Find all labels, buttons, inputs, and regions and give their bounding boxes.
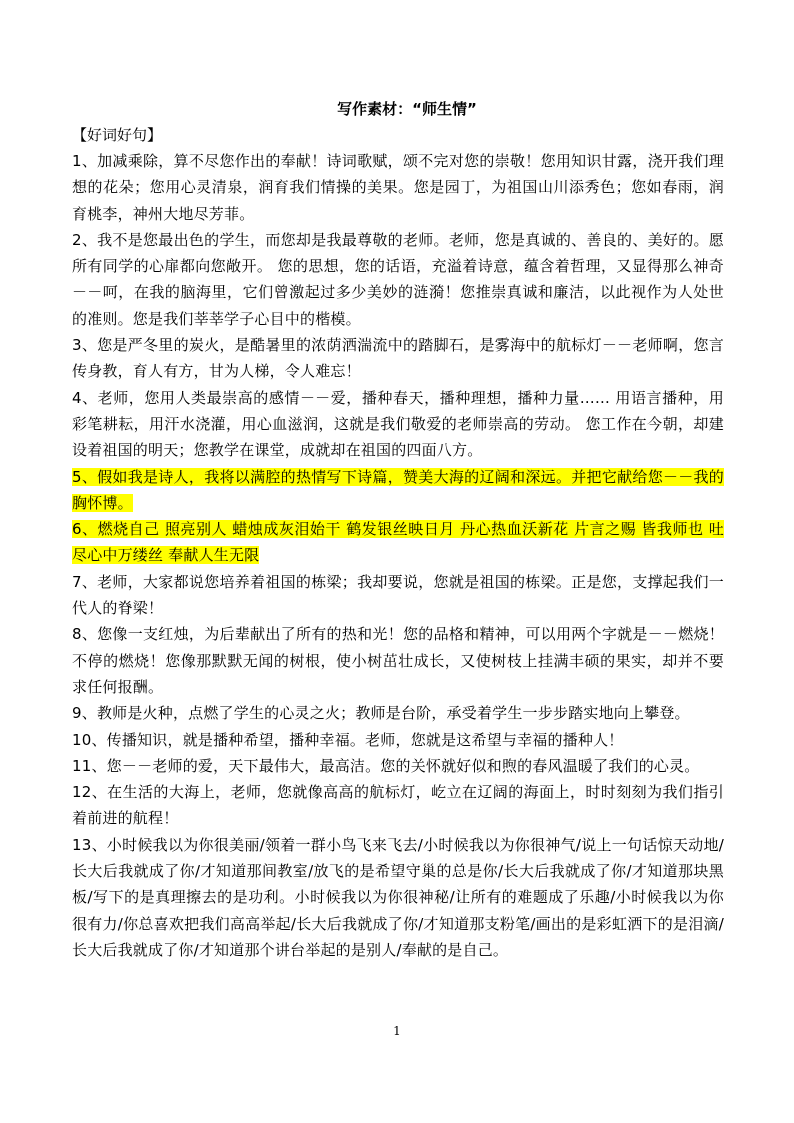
paragraph-13 <box>72 832 724 963</box>
paragraph-7-text: 7、老师，大家都说您培养着祖国的栋梁；我却要说，您就是祖国的栋梁。正是您，支撑起我们一代人的脊梁！ <box>72 572 724 618</box>
paragraph-10 <box>72 727 724 753</box>
paragraph-4 <box>72 385 724 464</box>
paragraph-6-text: 6、燃烧自己 照亮别人 蜡烛成灰泪始干 鹤发银丝映日月 丹心热血沃新花 片言之赐 皆我师也 吐尽心中万缕丝 奉献人生无限 <box>72 520 724 565</box>
paragraph-5-highlighted <box>72 464 724 517</box>
paragraph-2-text: 2、我不是您最出色的学生，而您却是我最尊敬的老师。老师，您是真诚的、善良的、美好的。愿所有同学的心扉都向您敞开。 您的思想，您的话语，充溢着诗意，蕴含着哲理，又显得那么神奇－－呵，在我的脑海里，它们曾激起过多少美妙的涟漪！您推崇真诚和廉洁，以此视作为人处世的准则。您是我们莘莘学子心目中的楷模。 <box>72 230 724 328</box>
document-body <box>72 96 724 963</box>
paragraph-3-text: 3、您是严冬里的炭火，是酷暑里的浓荫洒湍流中的踏脚石，是雾海中的航标灯－－老师啊，您言传身教，育人有方，甘为人梯，令人难忘！ <box>72 336 724 381</box>
paragraph-11 <box>72 753 724 779</box>
paragraph-10-text: 10、传播知识，就是播种希望，播种幸福。老师，您就是这希望与幸福的播种人！ <box>72 730 624 749</box>
paragraph-12 <box>72 779 724 832</box>
paragraph-8-text: 8、您像一支红烛，为后辈献出了所有的热和光！您的品格和精神，可以用两个字就是－－燃烧！不停的燃烧！您像那默默无闻的树根，使小树茁壮成长，又使树枝上挂满丰硕的果实，却并不要求任何报酬。 <box>72 625 724 696</box>
paragraph-11-text: 11、您－－老师的爱，天下最伟大，最高洁。您的关怀就好似和煦的春风温暖了我们的心灵。 <box>72 756 700 775</box>
paragraph-4-text: 4、老师，您用人类最崇高的感情－－爱，播种春天，播种理想，播种力量…… 用语言播种，用彩笔耕耘，用汗水浇灌，用心血滋润，这就是我们敬爱的老师崇高的劳动。 您工作在今朝，却建设着祖国的明天；您教学在课堂，成就却在祖国的四面八方。 <box>72 388 724 460</box>
paragraph-1 <box>72 148 724 227</box>
paragraph-3 <box>72 332 724 385</box>
section-heading: 【好词好句】 <box>72 126 163 144</box>
paragraph-7 <box>72 569 724 622</box>
paragraph-6-highlighted <box>72 516 724 569</box>
paragraph-1-text: 1、加减乘除，算不尽您作出的奉献！诗词歌赋，颂不完对您的崇敬！您用知识甘露，浇开我们理想的花朵；您用心灵清泉，润育我们情操的美果。您是园丁，为祖国山川添秀色；您如春雨，润育桃李，神州大地尽芳菲。 <box>72 152 724 223</box>
page-number: 1 <box>393 1024 401 1038</box>
paragraph-2 <box>72 227 724 332</box>
paragraph-9-text: 9、教师是火种，点燃了学生的心灵之火；教师是台阶，承受着学生一步步踏实地向上攀登。 <box>72 704 690 723</box>
paragraph-12-text: 12、在生活的大海上，老师，您就像高高的航标灯，屹立在辽阔的海面上，时时刻刻为我们指引着前进的航程！ <box>72 783 724 828</box>
paragraph-9 <box>72 700 724 726</box>
paragraph-13-text: 13、小时候我以为你很美丽/领着一群小鸟飞来飞去/小时候我以为你很神气/说上一句话惊天动地/长大后我就成了你/才知道那间教室/放飞的是希望守巢的总是你/长大后我就成了你/才知道那块黑板/写下的是真理擦去的是功利。小时候我以为你很神秘/让所有的难题成了乐趣/小时候我以为你很有力/你总喜欢把我们高高举起/长大后我就成了你/才知道那支粉笔/画出的是彩虹洒下的是泪滴/长大后我就成了你/才知道那个讲台举起的是别人/奉献的是自己。 <box>72 835 724 959</box>
paragraph-5-text: 5、假如我是诗人，我将以满腔的热情写下诗篇，赞美大海的辽阔和深远。并把它献给您－－我的胸怀博。 <box>72 467 724 512</box>
paragraph-8 <box>72 621 724 700</box>
document-title: 写作素材：“师生情” <box>337 100 477 118</box>
